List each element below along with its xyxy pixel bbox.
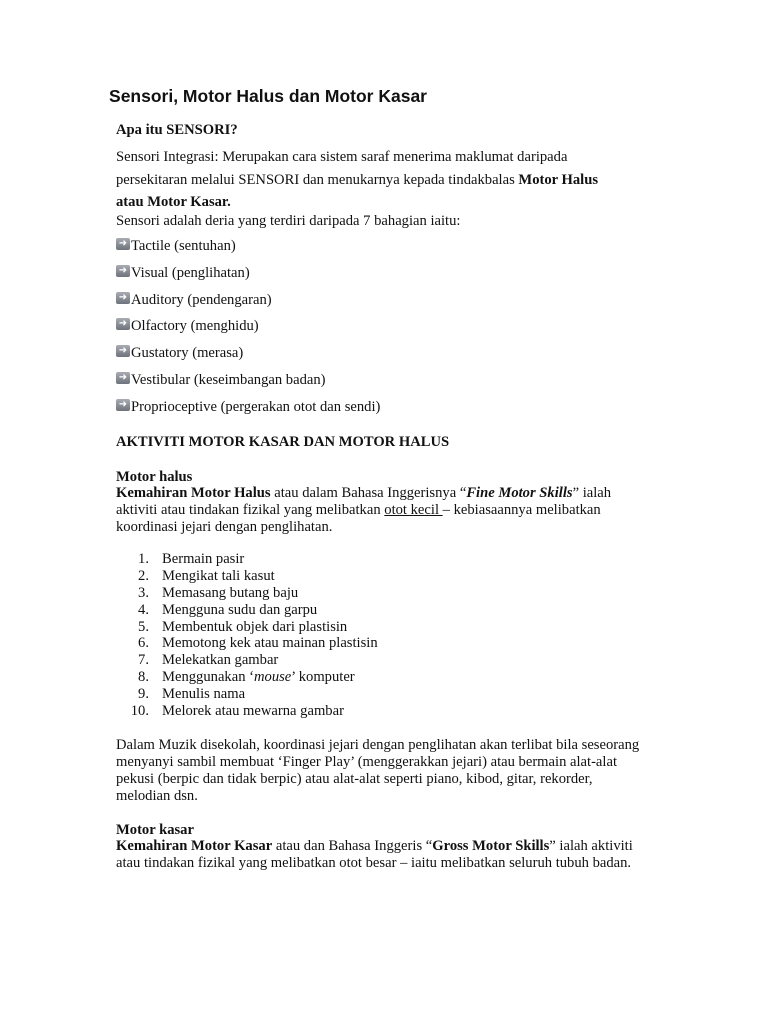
list-item: 4. Mengguna sudu dan garpu	[138, 601, 318, 618]
motor-kasar-paragraph: Kemahiran Motor Kasar atau dan Bahasa Inggeris “Gross Motor Skills” ialah aktiviti atau tindakan fizikal yang melibatkan otot besar – iaitu melibatkan seluruh tubuh badan.	[116, 838, 633, 872]
list-item: ➜ Olfactory (menghidu)	[116, 316, 380, 343]
list-item: ➜ Visual (penglihatan)	[116, 263, 380, 290]
arrow-right-icon: ➜	[116, 238, 130, 250]
list-item: ➜ Proprioceptive (pergerakan otot dan sendi)	[116, 397, 380, 424]
list-item: ➜ Tactile (sentuhan)	[116, 236, 380, 263]
list-item: 5. Membentuk objek dari plastisin	[138, 618, 348, 635]
arrow-right-icon: ➜	[116, 292, 130, 304]
arrow-right-icon: ➜	[116, 265, 130, 277]
motor-halus-paragraph: Kemahiran Motor Halus atau dalam Bahasa Inggerisnya “Fine Motor Skills” ialah aktiviti atau tindakan fizikal yang melibatkan otot kecil – kebiasaannya melibatkan koordinasi jejari dengan penglihatan.	[116, 485, 612, 536]
list-item: 2. Mengikat tali kasut	[138, 567, 275, 584]
deria-intro: Sensori adalah deria yang terdiri daripada 7 bahagian iaitu:	[116, 213, 461, 229]
section-heading-sensori: Apa itu SENSORI?	[116, 122, 238, 138]
arrow-right-icon: ➜	[116, 372, 130, 384]
arrow-right-icon: ➜	[116, 318, 130, 330]
list-item: 9. Menulis nama	[138, 686, 246, 703]
integrasi-paragraph: Sensori Integrasi: Merupakan cara sistem saraf menerima maklumat daripada persekitaran melalui SENSORI dan menukarnya kepada tindakbalas Motor Halus atau Motor Kasar.	[116, 149, 599, 210]
list-item: 1. Bermain pasir	[138, 551, 245, 567]
list-item: 7. Melekatkan gambar	[138, 652, 279, 669]
document-title: Sensori, Motor Halus dan Motor Kasar	[109, 86, 427, 106]
list-item: ➜ Gustatory (merasa)	[116, 343, 380, 370]
list-item: ➜ Vestibular (keseimbangan badan)	[116, 370, 380, 397]
arrow-right-icon: ➜	[116, 345, 130, 357]
aktiviti-heading: AKTIVITI MOTOR KASAR DAN MOTOR HALUS	[116, 434, 450, 450]
arrow-right-icon: ➜	[116, 399, 130, 411]
motor-halus-heading: Motor halus	[116, 469, 193, 485]
senses-list	[116, 236, 380, 424]
muzik-paragraph: Dalam Muzik disekolah, koordinasi jejari dengan penglihatan akan terlibat bila seseorang menyanyi sambil membuat ‘Finger Play’ (menggerakkan jejari) atau bermain alat-alat pekusi (berpic dan tidak berpic) atau alat-alat seperti piano, kibod, gitar, rekorder, melodian dsn.	[116, 737, 640, 805]
motor-kasar-heading: Motor kasar	[116, 822, 194, 838]
list-item: 10. Melorek atau mewarna gambar	[130, 703, 344, 720]
list-item: 8. Menggunakan ‘mouse’ komputer	[138, 669, 355, 686]
list-item: 6. Memotong kek atau mainan plastisin	[138, 635, 378, 652]
activities-list	[116, 551, 378, 720]
list-item: ➜ Auditory (pendengaran)	[116, 290, 380, 317]
list-item: 3. Memasang butang baju	[138, 584, 299, 601]
